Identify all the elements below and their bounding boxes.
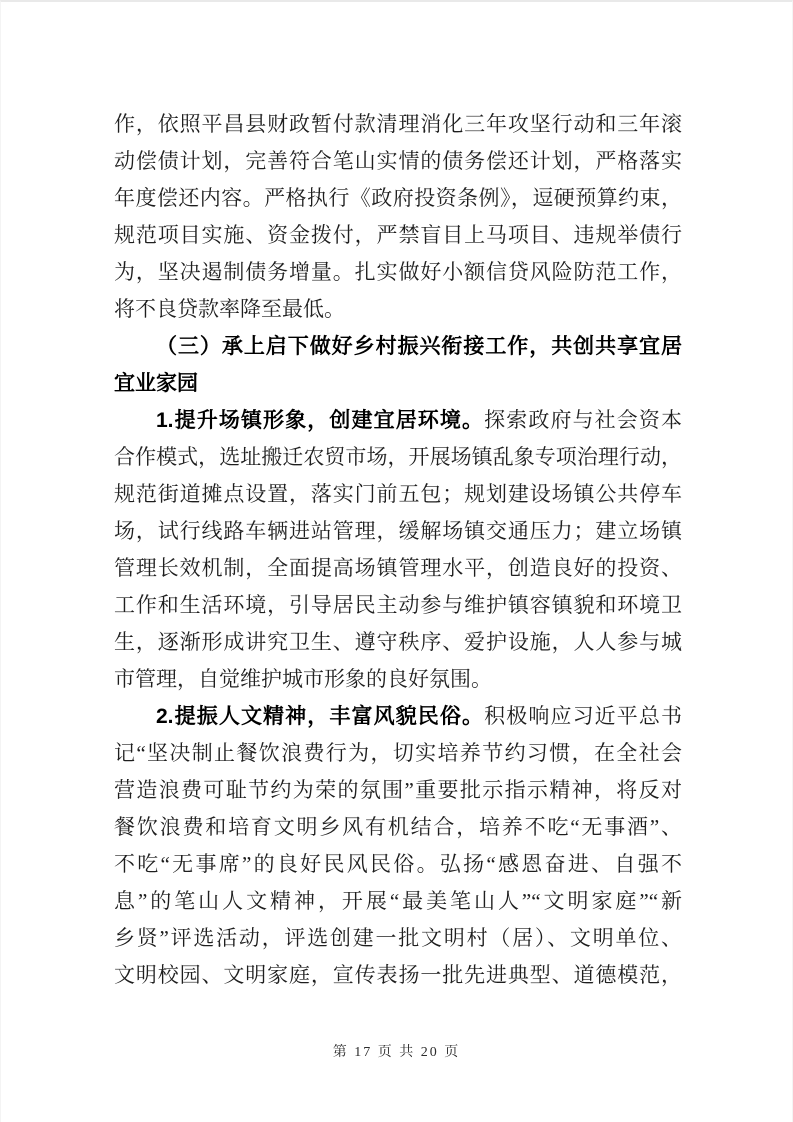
page-number-footer: 第 17 页 共 20 页	[332, 1045, 461, 1060]
body-text-segment: 场，试行线路车辆进站管理，缓解场镇交通压力；建立场镇	[114, 519, 682, 543]
text-line	[114, 809, 682, 846]
body-text-segment: 记“坚决制止餐饮浪费行为，切实培养节约习惯，在全社会	[114, 741, 682, 765]
text-line	[114, 365, 682, 402]
body-text-segment: 为，坚决遏制债务增量。扎实做好小额信贷风险防范工作，	[114, 260, 682, 284]
body-text-segment: 餐饮浪费和培育文明乡风有机结合，培养不吃“无事酒”、	[114, 815, 682, 839]
body-text-segment: 文明校园、文明家庭，宣传表扬一批先进典型、道德模范，	[114, 963, 682, 987]
text-line	[114, 402, 682, 439]
text-line	[114, 180, 682, 217]
body-text-segment: 规范项目实施、资金拨付，严禁盲目上马项目、违规举债行	[114, 223, 682, 247]
text-line	[114, 328, 682, 365]
body-text-segment: 探索政府与社会资本	[484, 408, 682, 432]
text-line	[114, 920, 682, 957]
body-text-segment: 生，逐渐形成讲究卫生、遵守秩序、爱护设施，人人参与城	[114, 630, 682, 654]
body-text-segment: 作，依照平昌县财政暂付款清理消化三年攻坚行动和三年滚	[114, 112, 682, 136]
text-line	[114, 698, 682, 735]
text-line	[114, 513, 682, 550]
text-line	[114, 735, 682, 772]
text-line	[114, 846, 682, 883]
text-line	[114, 550, 682, 587]
text-line	[114, 587, 682, 624]
text-line	[114, 624, 682, 661]
heading-text-segment: 宜业家园	[114, 372, 198, 395]
text-line	[114, 106, 682, 143]
body-text-segment: 营造浪费可耻节约为荣的氛围”重要批示指示精神，将反对	[114, 778, 682, 802]
text-line	[114, 217, 682, 254]
heading-text-segment: 1.提升场镇形象，创建宜居环境。	[156, 409, 485, 432]
body-text-segment: 年度偿还内容。严格执行《政府投资条例》，逗硬预算约束，	[114, 186, 682, 210]
body-text-segment: 合作模式，选址搬迁农贸市场，开展场镇乱象专项治理行动，	[114, 445, 682, 469]
body-text-segment: 工作和生活环境，引导居民主动参与维护镇容镇貌和环境卫	[114, 593, 682, 617]
body-text-segment: 规范街道摊点设置，落实门前五包；规划建设场镇公共停车	[114, 482, 682, 506]
text-line	[114, 772, 682, 809]
body-text-segment: 将不良贷款率降至最低。	[114, 297, 345, 321]
body-text-segment: 管理长效机制，全面提高场镇管理水平，创造良好的投资、	[114, 556, 682, 580]
body-text-segment: 积极响应习近平总书	[484, 704, 682, 728]
heading-text-segment: 2.提振人文精神，丰富风貌民俗。	[156, 705, 485, 728]
text-line	[114, 883, 682, 920]
text-line	[114, 143, 682, 180]
body-text-segment: 市管理，自觉维护城市形象的良好氛围。	[114, 667, 492, 691]
text-line	[114, 661, 682, 698]
body-text-segment: 乡贤”评选活动，评选创建一批文明村（居）、文明单位、	[114, 926, 682, 950]
text-line	[114, 476, 682, 513]
text-line	[114, 439, 682, 476]
body-text-segment: 动偿债计划，完善符合笔山实情的债务偿还计划，严格落实	[114, 149, 682, 173]
body-text-segment: 息”的笔山人文精神，开展“最美笔山人”“文明家庭”“新	[114, 889, 682, 913]
text-line	[114, 291, 682, 328]
body-text-segment: 不吃“无事席”的良好民风民俗。弘扬“感恩奋进、自强不	[114, 852, 682, 876]
document-body-text	[114, 106, 682, 994]
text-line	[114, 254, 682, 291]
text-line	[114, 957, 682, 994]
heading-text-segment: （三）承上启下做好乡村振兴衔接工作，共创共享宜居	[156, 335, 682, 358]
